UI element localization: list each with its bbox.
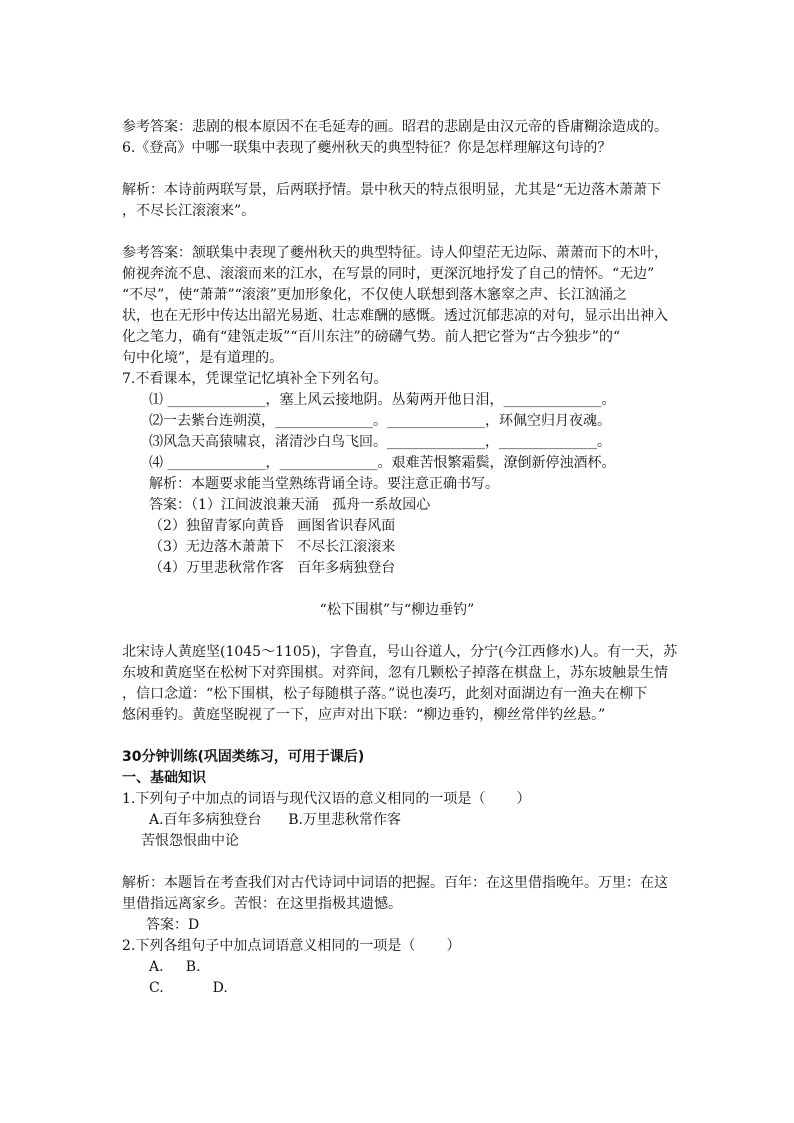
q7-analysis: 解析：本题要求能当堂熟练背诵全诗。要注意正确书写。: [149, 476, 499, 492]
q7-item: ⑴ ______________，塞上风云接地阴。丛菊两开他日泪，______________。: [149, 392, 616, 408]
q6-answer-line: “不尽”，使“萧萧”“滚滚”更加形象化，不仅使人联想到落木窸窣之声、长江汹涌之: [122, 287, 627, 303]
story-line: 悠闲垂钓。黄庭坚睨视了一下，应声对出下联：“柳边垂钓，柳丝常伴钓丝悬。”: [122, 707, 606, 723]
q6-answer-line: 状，也在无形中传达出韶光易逝、壮志难酬的感慨。透过沉郁悲凉的对句，显示出出神入: [122, 308, 668, 324]
practice-q2-options: A. B.: [149, 959, 201, 975]
q6-answer-line: 化之笔力，确有“建瓴走坂”“百川东注”的磅礴气势。前人把它誉为“古今独步”的“: [122, 329, 621, 345]
q7-question: 7.不看课本，凭课堂记忆填补全下列名句。: [122, 371, 388, 387]
q7-answer-line: 答案：（1）江间波浪兼天涌 孤舟一系故园心: [149, 497, 431, 513]
story-line: ，信口念道：“松下围棋，松子每随棋子落。”说也凑巧，此刻对面湖边有一渔夫在柳下: [122, 686, 648, 702]
story-line: 东坡和黄庭坚在松树下对弈围棋。对弈间，忽有几颗松子掉落在棋盘上，苏东坡触景生情: [122, 665, 668, 681]
q6-question: 6.《登高》中哪一联集中表现了夔州秋天的典型特征？你是怎样理解这句诗的？: [122, 140, 612, 156]
practice-q1-analysis-line: 里借指远离家乡。苦恨：在这里指极其遗憾。: [122, 896, 402, 912]
practice-q1-analysis-line: 解析：本题旨在考查我们对古代诗词中词语的把握。百年：在这里借指晚年。万里：在这: [122, 875, 668, 891]
q6-analysis-line: 解析：本诗前两联写景，后两联抒情。景中秋天的特点很明显，尤其是“无边落木萧萧下: [122, 182, 662, 198]
q6-analysis-line: ，不尽长江滚滚来”。: [122, 203, 256, 219]
q7-answer-line: （2）独留青冢向黄昏 画图省识春风面: [149, 518, 396, 534]
practice-q1-question: 1.下列句子中加点的词语与现代汉语的意义相同的一项是（ ）: [122, 791, 531, 807]
practice-q1-options: A.百年多病独登台 B.万里悲秋常作客: [149, 812, 401, 828]
practice-q1-options: 苦恨怨恨曲中论: [141, 833, 239, 849]
q7-item: ⑷ ______________，______________。艰难苦恨繁霜鬓，潦倒新停浊酒杯。: [149, 455, 616, 471]
q5-answer: 参考答案：悲剧的根本原因不在毛延寿的画。昭君的悲剧是由汉元帝的昏庸糊涂造成的。: [122, 119, 668, 135]
story-title: “松下围棋”与“柳边垂钓”: [319, 602, 475, 618]
q7-item: ⑵一去紫台连朔漠，______________。______________，环佩空归月夜魂。: [149, 413, 611, 429]
q7-item: ⑶风急天高猿啸哀，渚清沙白鸟飞回。______________，______________。: [149, 434, 611, 450]
practice-q2-options: C. D.: [149, 980, 228, 996]
q7-answer-line: （4）万里悲秋常作客 百年多病独登台: [149, 560, 396, 576]
story-line: 北宋诗人黄庭坚(1045～1105)，字鲁直，号山谷道人，分宁(今江西修水)人。有一天，苏: [122, 644, 678, 660]
section-heading: 一、基础知识: [122, 770, 206, 786]
q7-answer-line: （3）无边落木萧萧下 不尽长江滚滚来: [149, 539, 396, 555]
q6-answer-line: 参考答案：颔联集中表现了夔州秋天的典型特征。诗人仰望茫无边际、萧萧而下的木叶，: [122, 245, 668, 261]
q6-answer-line: 俯视奔流不息、滚滚而来的江水，在写景的同时，更深沉地抒发了自己的情怀。“无边”: [122, 266, 655, 282]
q6-answer-line: 句中化境”，是有道理的。: [122, 350, 284, 366]
practice-q2-question: 2.下列各组句子中加点词语意义相同的一项是（ ）: [122, 938, 461, 954]
practice-heading: 30分钟训练(巩固类练习，可用于课后): [122, 749, 365, 765]
practice-q1-answer: 答案：D: [146, 917, 200, 933]
